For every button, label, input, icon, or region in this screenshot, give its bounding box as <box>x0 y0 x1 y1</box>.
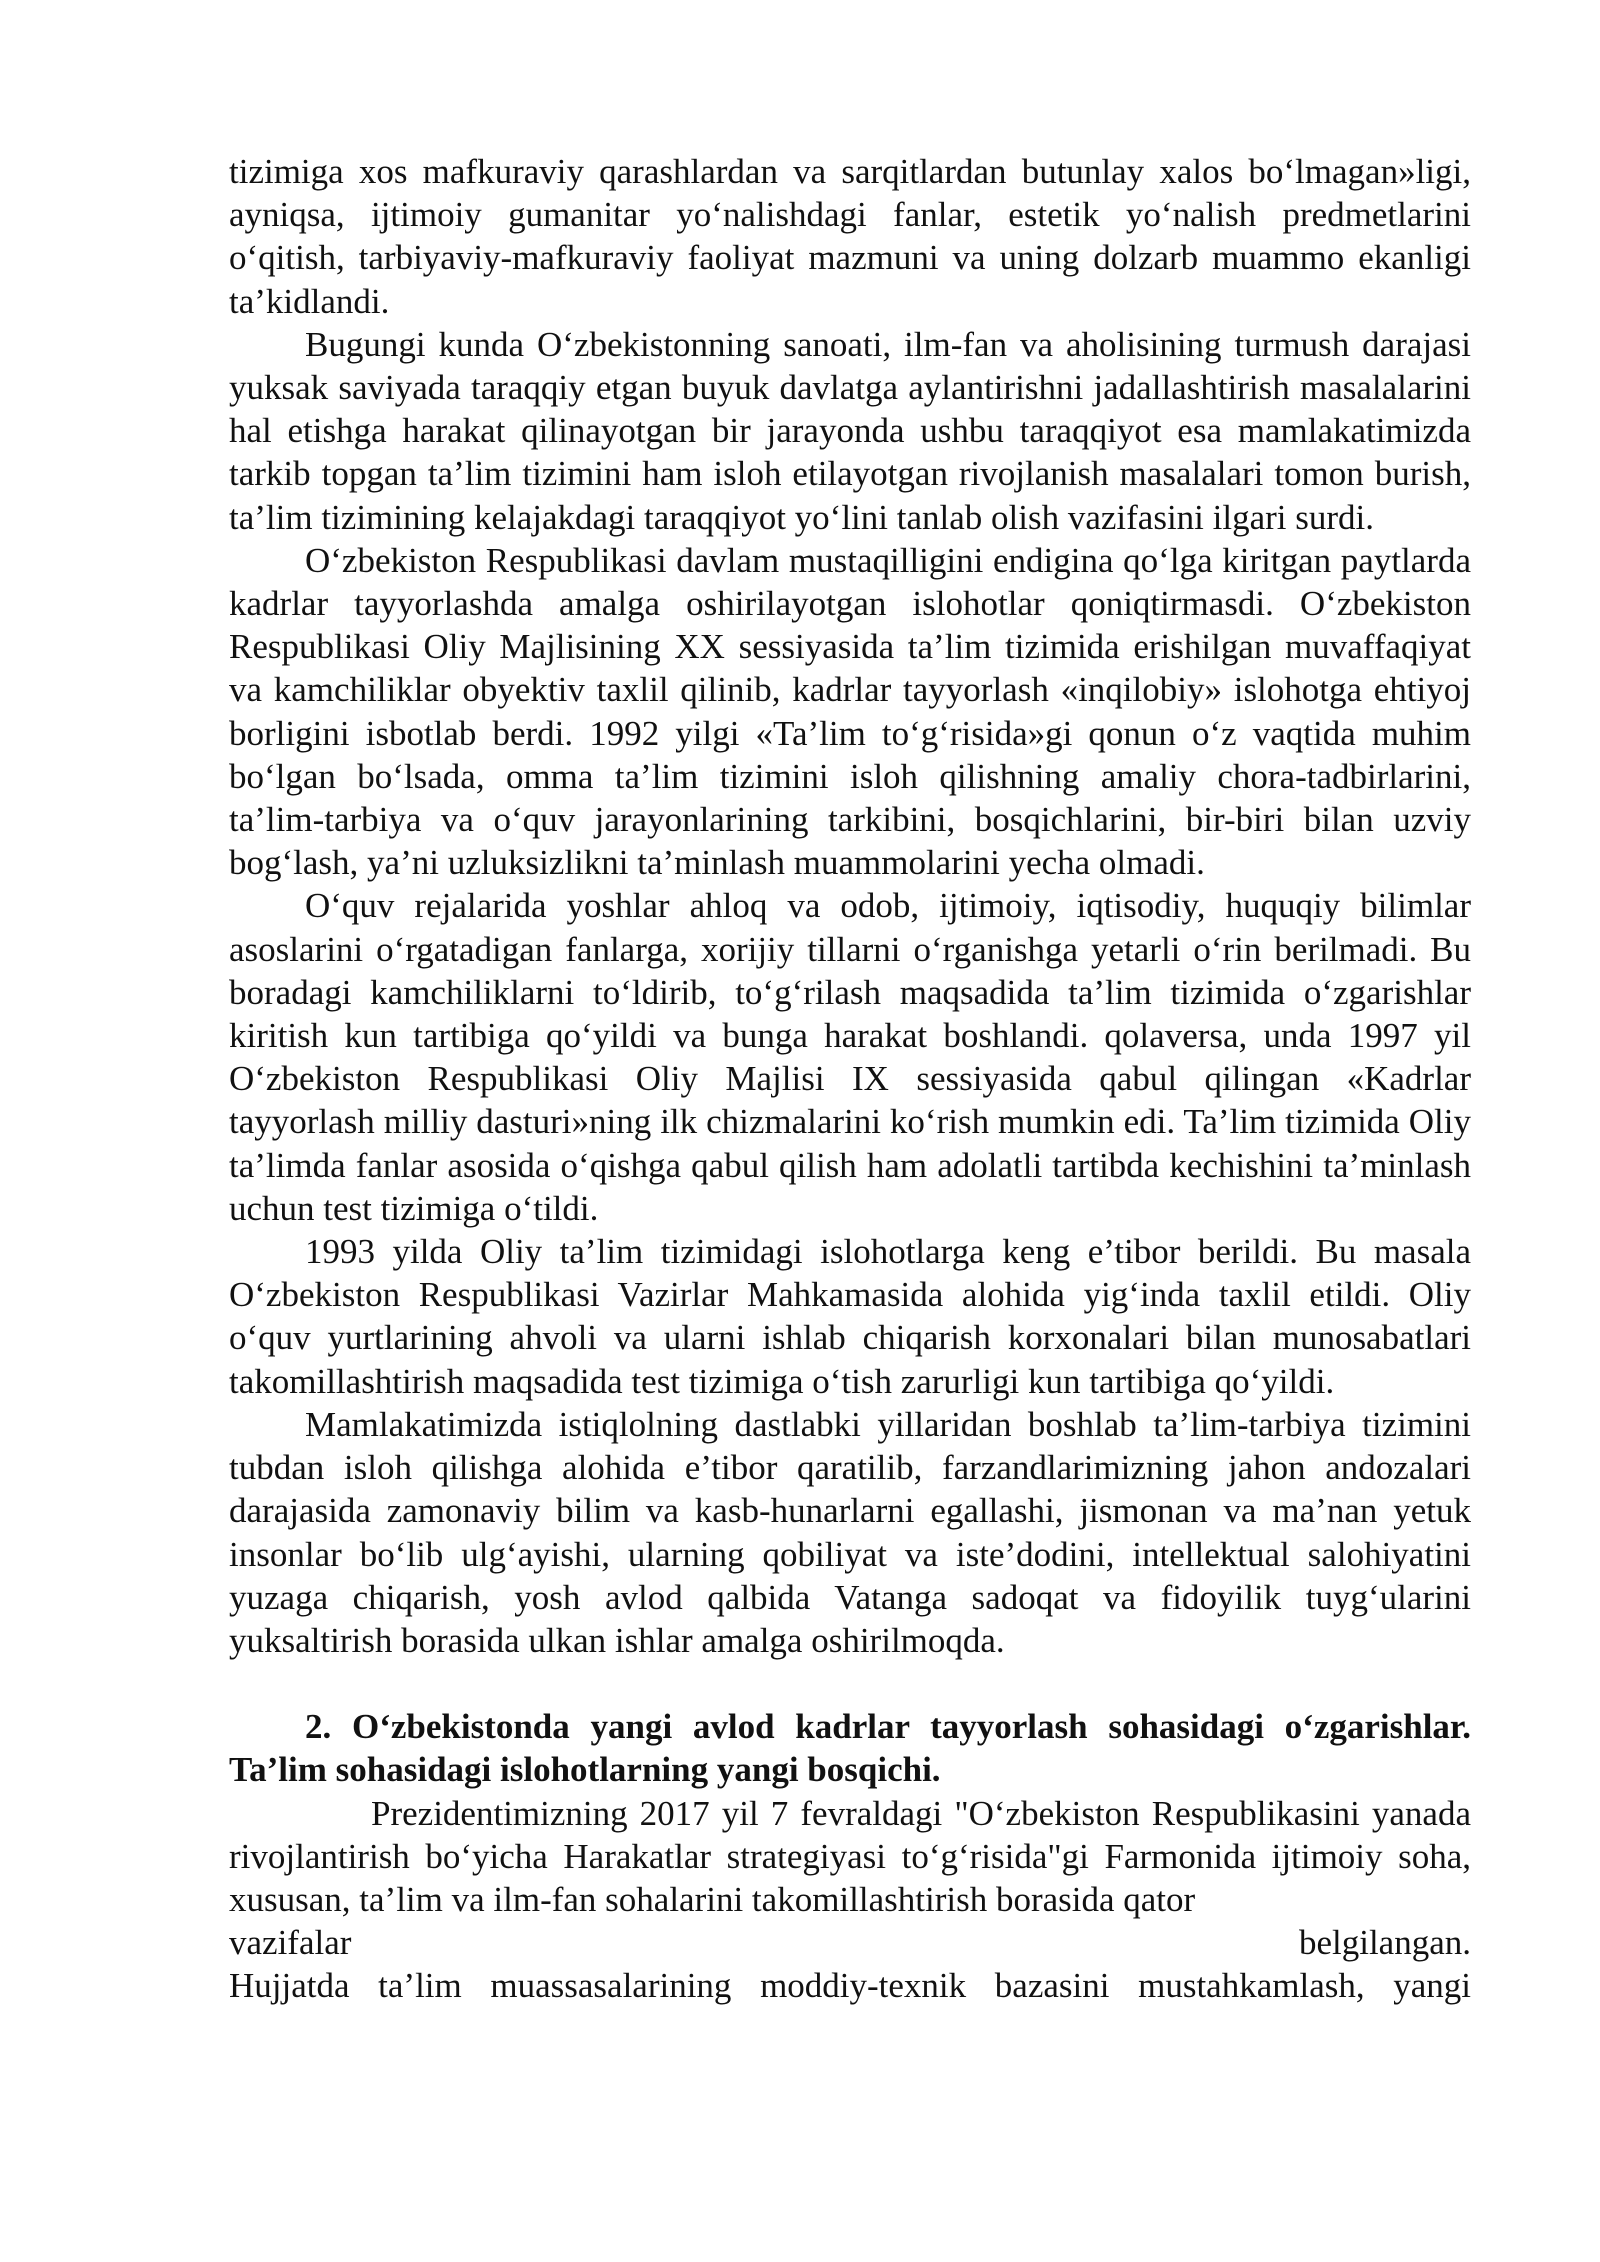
paragraph-2: Bugungi kunda O‘zbekistonning sanoati, ilm-fan va aholisining turmush darajasi yuksak saviyada taraqqiy etgan buyuk davlatga aylantirishni jadallashtirish masalalarini hal etishga harakat qilinayotgan bir jarayonda ushbu taraqqiyot esa mamlakatimizda tarkib topgan ta’lim tizimini ham isloh etilayotgan rivojlanish masalalari tomon burish, ta’lim tizimining kelajakdagi taraqqiyot yo‘lini tanlab olish vazifasini ilgari surdi. <box>229 324 1471 537</box>
paragraph-1: tizimiga xos mafkuraviy qarashlardan va sarqitlardan butunlay xalos bo‘lmagan»ligi, ayniqsa, ijtimoiy gumanitar yo‘nalishdagi fanlar, estetik yo‘nalish predmetlarini o‘qitish, tarbiyaviy-mafkuraviy faoliyat mazmuni va uning dolzarb muammo ekanligi ta’kidlandi. <box>229 152 1471 321</box>
section-heading: 2. O‘zbekistonda yangi avlod kadrlar tayyorlash sohasidagi o‘zgarishlar. Ta’lim sohasidagi islohotlarning yangi bosqichi. <box>229 1707 1471 1790</box>
paragraph-7-last-line-left: vazifalar <box>229 1923 352 1963</box>
paragraph-8: Hujjatda ta’lim muassasalarining moddiy-texnik bazasini mustahkamlash, yangi <box>229 1966 1471 2006</box>
paragraph-7-last-line <box>229 1921 1471 1964</box>
paragraph-6: Mamlakatimizda istiqlolning dastlabki yillaridan boshlab ta’lim-tarbiya tizimini tubdan isloh qilishga alohida e’tibor qaratilib, farzandlarimizning jahon andozalari darajasida zamonaviy bilim va kasb-hunarlarni egallashi, jismonan va ma’nan yetuk insonlar bo‘lib ulg‘ayishi, ularning qobiliyat va iste’dodini, intellektual salohiyatini yuzaga chiqarish, yosh avlod qalbida Vatanga sadoqat va fidoyilik tuyg‘ularini yuksaltirish borasida ulkan ishlar amalga oshirilmoqda. <box>229 1404 1471 1660</box>
paragraph-5: 1993 yilda Oliy ta’lim tizimidagi islohotlarga keng e’tibor berildi. Bu masala O‘zbekiston Respublikasi Vazirlar Mahkamasida alohida yig‘inda taxlil etildi. Oliy o‘quv yurtlarining ahvoli va ularni ishlab chiqarish korxonalari bilan munosabatlari takomillashtirish maqsadida test tizimiga o‘tish zarurligi kun tartibiga qo‘yildi. <box>229 1232 1471 1401</box>
paragraph-4: O‘quv rejalarida yoshlar ahloq va odob, ijtimoiy, iqtisodiy, huquqiy bilimlar asoslarini o‘rgatadigan fanlarga, xorijiy tillarni o‘rganishga yetarli o‘rin berilmadi. Bu boradagi kamchiliklarni to‘ldirib, to‘g‘rilash maqsadida ta’lim tizimida o‘zgarishlar kiritish kun tartibiga qo‘yildi va bunga harakat boshlandi. qolaversa, unda 1997 yil O‘zbekiston Respublikasi Oliy Majlisi IX sessiyasida qabul qilingan «Kadrlar tayyorlash milliy dasturi»ning ilk chizmalarini ko‘rish mumkin edi. Ta’lim tizimida Oliy ta’limda fanlar asosida o‘qishga qabul qilish ham adolatli tartibda kechishini ta’minlash uchun test tizimiga o‘tildi. <box>229 886 1471 1228</box>
paragraph-7: Prezidentimizning 2017 yil 7 fevraldagi "O‘zbekiston Respublikasini yanada rivojlantirish bo‘yicha Harakatlar strategiyasi to‘g‘risida"gi Farmonida ijtimoiy soha, xususan, ta’lim va ilm-fan sohalarini takomillashtirish borasida qator <box>229 1793 1471 1919</box>
paragraph-7-last-line-right: belgilangan. <box>1298 1923 1471 1963</box>
paragraph-3: O‘zbekiston Respublikasi davlam mustaqilligini endigina qo‘lga kiritgan paytlarda kadrlar tayyorlashda amalga oshirilayotgan islohotlar qoniqtirmasdi. O‘zbekiston Respublikasi Oliy Majlisining XX sessiyasida ta’lim tizimida erishilgan muvaffaqiyat va kamchiliklar obyektiv taxlil qilinib, kadrlar tayyorlash «inqilobiy» islohotga ehtiyoj borligini isbotlab berdi. 1992 yilgi «Ta’lim to‘g‘risida»gi qonun o‘z vaqtida muhim bo‘lgan bo‘lsada, omma ta’lim tizimini isloh qilishning amaliy chora-tadbirlarini, ta’lim-tarbiya va o‘quv jarayonlarining tarkibini, bosqichlarini, bir-biri bilan uzviy bog‘lash, ya’ni uzluksizlikni ta’minlash muammolarini yecha olmadi. <box>229 540 1471 883</box>
document-page <box>229 150 1471 2008</box>
